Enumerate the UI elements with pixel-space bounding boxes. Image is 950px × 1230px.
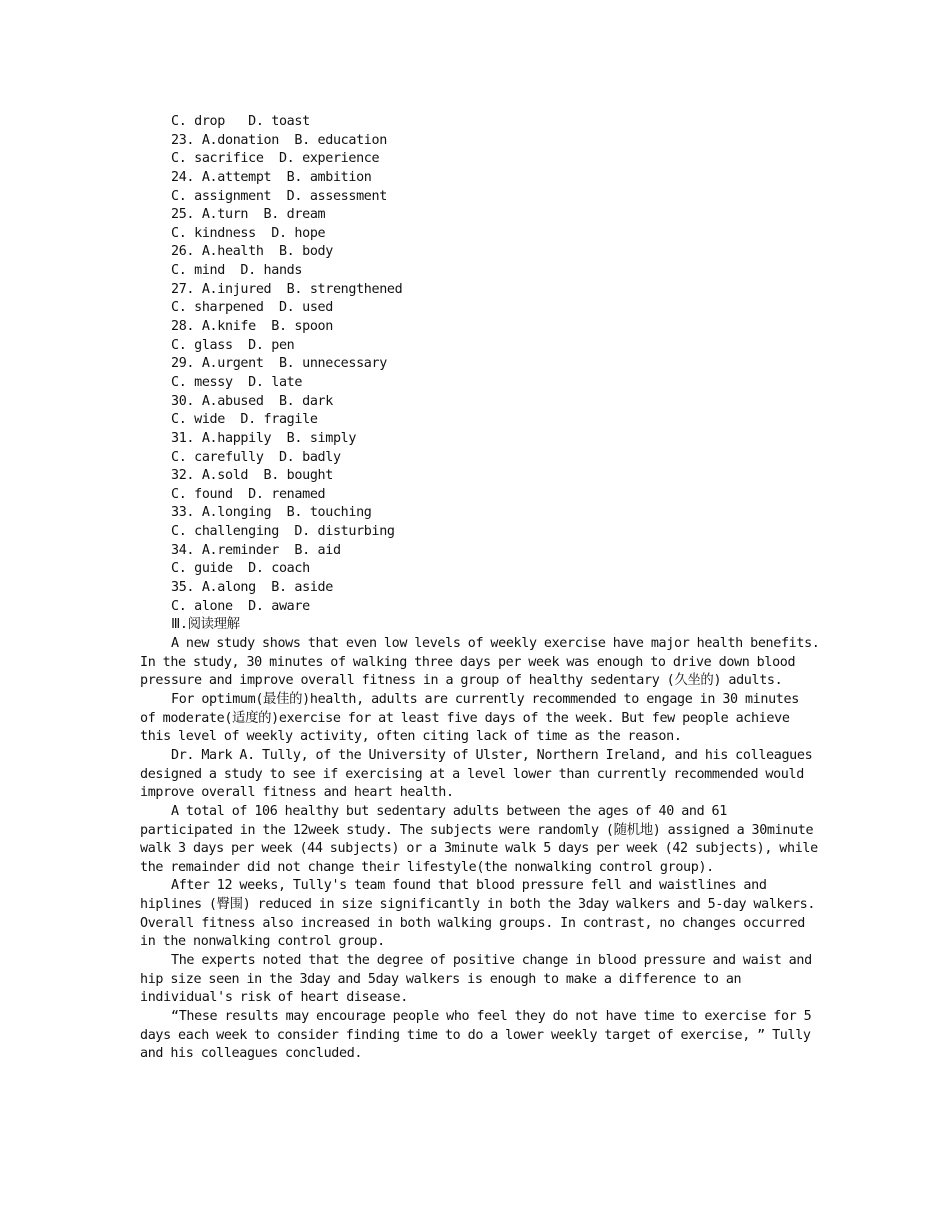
option-line: C. guide D. coach	[171, 561, 310, 577]
passage-paragraph: “These results may encourage people who feel they do not have time to exercise for 5 days each week to consider finding time to do a lower weekly target of exercise, ” Tully and his colleagues concluded.	[140, 1009, 812, 1062]
option-line: 23. A.donation B. education	[171, 132, 387, 148]
passage-paragraph: For optimum(最佳的)health, adults are currently recommended to engage in 30 minutes of moderate(适度的)exercise for at least five days of the week. But few people achieve this level of weekly activity, often citing lack of time as the reason.	[140, 691, 799, 745]
passage-paragraph: A total of 106 healthy but sedentary adults between the ages of 40 and 61 participated in the 12week study. The subjects were randomly (随机地) assigned a 30minute walk 3 days per week (44 subjects) or a 3minute walk 5 days per week (42 subjects), while the remainder did not change their lifestyle(the nonwalking control group).	[140, 803, 818, 875]
option-line: C. assignment D. assessment	[171, 188, 387, 204]
option-line: 27. A.injured B. strengthened	[171, 281, 403, 297]
passage-paragraph: Dr. Mark A. Tully, of the University of Ulster, Northern Ireland, and his colleagues designed a study to see if exercising at a level lower than currently recommended would improve overall fitness and heart health.	[140, 747, 813, 801]
option-line: 32. A.sold B. bought	[171, 468, 333, 484]
option-line: 24. A.attempt B. ambition	[171, 169, 372, 185]
option-line: 30. A.abused B. dark	[171, 393, 333, 409]
option-line: 34. A.reminder B. aid	[171, 542, 341, 558]
option-line: C. messy D. late	[171, 374, 303, 390]
option-line: C. challenging D. disturbing	[171, 524, 395, 540]
option-line: C. drop D. toast	[171, 114, 310, 129]
option-line: C. sacrifice D. experience	[171, 151, 380, 167]
option-line: C. carefully D. badly	[171, 449, 341, 465]
option-line: 33. A.longing B. touching	[171, 505, 372, 521]
option-line: 26. A.health B. body	[171, 244, 333, 260]
reading-passage	[140, 635, 820, 1064]
section-title: Ⅲ.阅读理解	[171, 617, 240, 633]
option-line: C. glass D. pen	[171, 337, 295, 353]
option-line: C. found D. renamed	[171, 486, 326, 502]
option-line: C. kindness D. hope	[171, 225, 326, 241]
passage-paragraph: The experts noted that the degree of positive change in blood pressure and waist and hip size seen in the 3day and 5day walkers is enough to make a difference to an individual's risk of heart disease.	[140, 953, 812, 1006]
option-line: C. mind D. hands	[171, 263, 303, 279]
option-line: 25. A.turn B. dream	[171, 207, 326, 223]
passage-paragraph: After 12 weeks, Tully's team found that blood pressure fell and waistlines and hiplines (臀围) reduced in size significantly in both the 3day walkers and 5-day walkers. Overall fitness also increased in both walking groups. In contrast, no changes occurred in the nonwalking control group.	[140, 878, 816, 950]
option-line: 31. A.happily B. simply	[171, 430, 357, 446]
option-line: 28. A.knife B. spoon	[171, 319, 333, 335]
passage-paragraph: A new study shows that even low levels of weekly exercise have major health benefits. In the study, 30 minutes of walking three days per week was enough to drive down blood pressure and improve overall fitness in a group of healthy sedentary (久坐的) adults.	[140, 635, 820, 689]
option-line: C. sharpened D. used	[171, 300, 333, 316]
document-page	[140, 113, 820, 1064]
option-line: 29. A.urgent B. unnecessary	[171, 356, 387, 372]
option-line: 35. A.along B. aside	[171, 580, 333, 596]
option-line: C. alone D. aware	[171, 598, 310, 614]
option-line: C. wide D. fragile	[171, 412, 318, 428]
answer-options	[140, 113, 820, 616]
